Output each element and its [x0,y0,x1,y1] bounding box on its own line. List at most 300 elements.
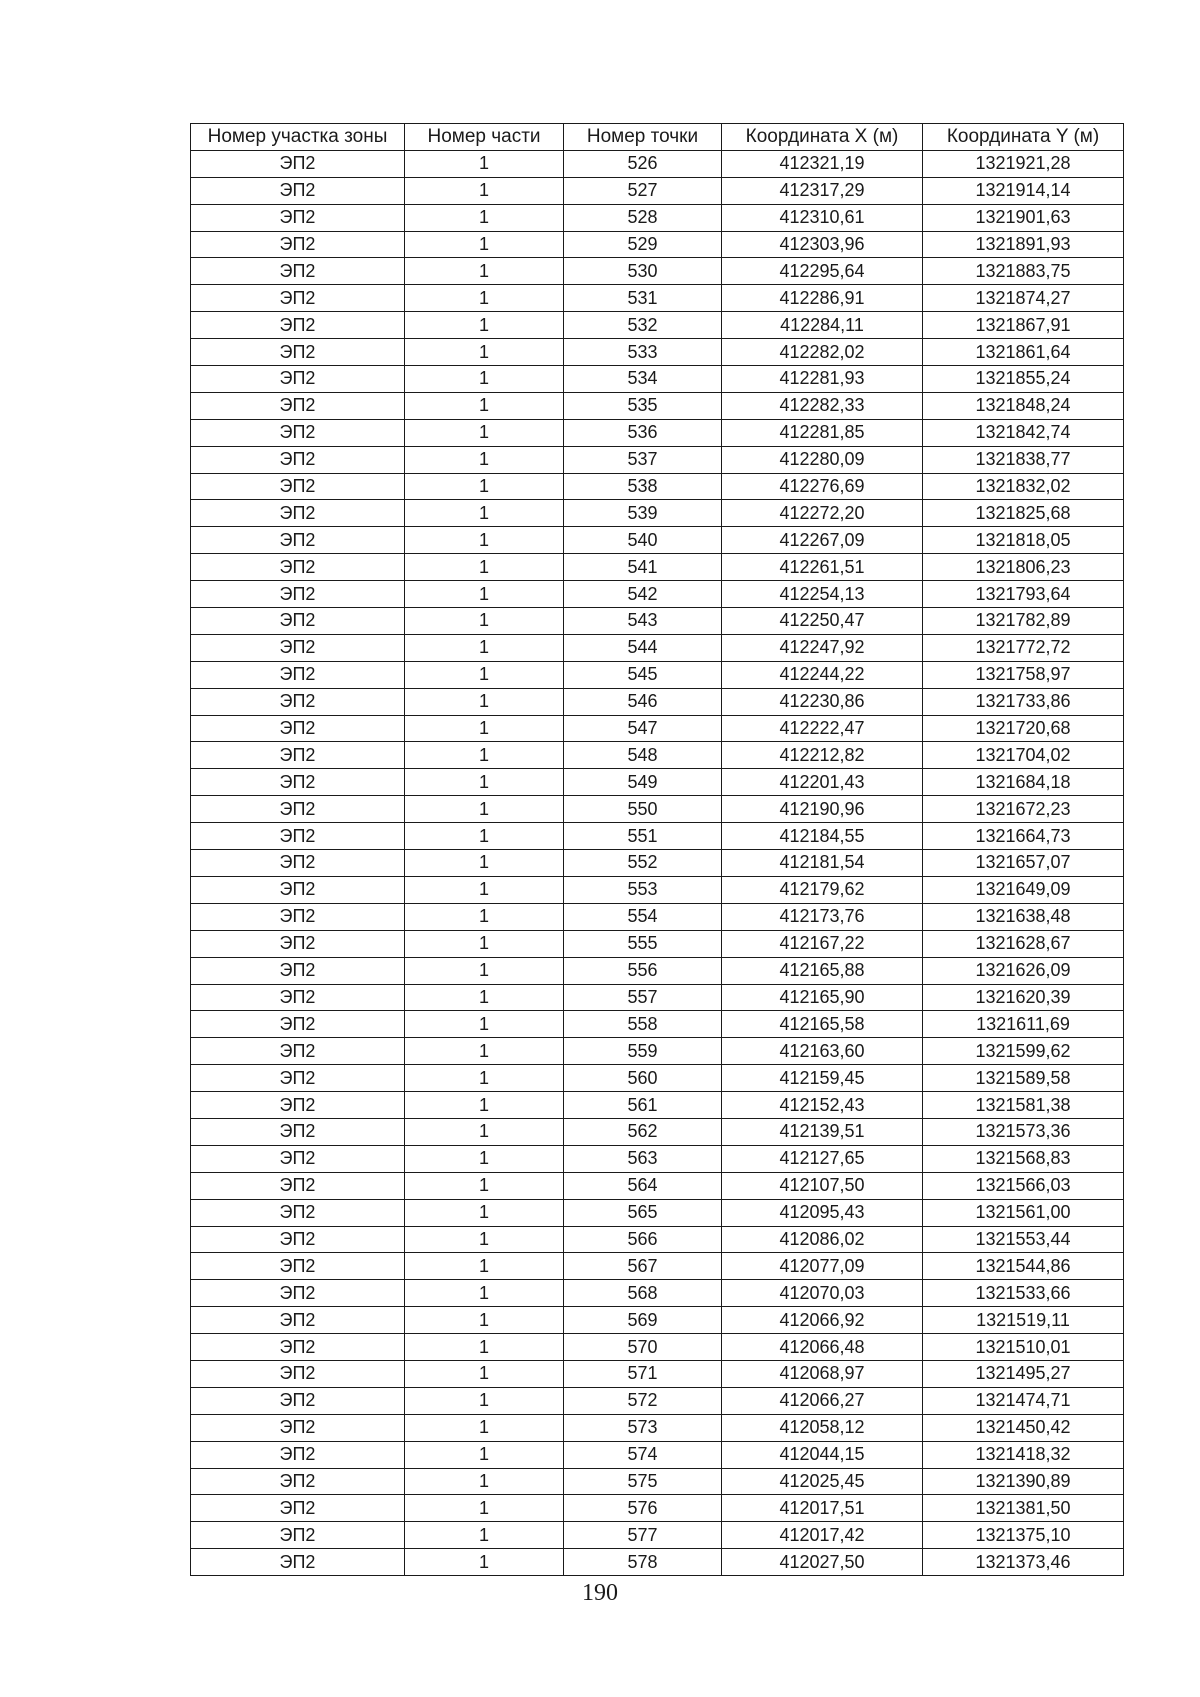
cell-point-number: 577 [564,1522,722,1549]
cell-part-number: 1 [405,500,564,527]
cell-part-number: 1 [405,1307,564,1334]
cell-part-number: 1 [405,1360,564,1387]
cell-coordinate-y: 1321664,73 [923,823,1124,850]
table-row [191,1307,1124,1334]
cell-point-number: 535 [564,392,722,419]
cell-coordinate-x: 412272,20 [722,500,923,527]
table-row [191,366,1124,393]
cell-point-number: 547 [564,715,722,742]
table-row [191,1387,1124,1414]
table-row [191,1522,1124,1549]
cell-point-number: 556 [564,957,722,984]
cell-coordinate-y: 1321628,67 [923,930,1124,957]
table-row [191,823,1124,850]
cell-zone-section: ЭП2 [191,204,405,231]
cell-point-number: 576 [564,1495,722,1522]
cell-part-number: 1 [405,312,564,339]
cell-coordinate-x: 412250,47 [722,608,923,635]
cell-part-number: 1 [405,1038,564,1065]
cell-zone-section: ЭП2 [191,1092,405,1119]
cell-part-number: 1 [405,930,564,957]
cell-zone-section: ЭП2 [191,1522,405,1549]
cell-zone-section: ЭП2 [191,1172,405,1199]
table-row [191,554,1124,581]
cell-zone-section: ЭП2 [191,1387,405,1414]
cell-zone-section: ЭП2 [191,312,405,339]
cell-coordinate-x: 412077,09 [722,1253,923,1280]
table-row [191,1280,1124,1307]
cell-part-number: 1 [405,1092,564,1119]
cell-zone-section: ЭП2 [191,823,405,850]
table-row [191,1226,1124,1253]
cell-part-number: 1 [405,1387,564,1414]
table-row [191,473,1124,500]
cell-point-number: 533 [564,339,722,366]
cell-coordinate-x: 412066,92 [722,1307,923,1334]
cell-part-number: 1 [405,1145,564,1172]
table-row [191,285,1124,312]
cell-part-number: 1 [405,258,564,285]
table-row [191,1199,1124,1226]
cell-part-number: 1 [405,1280,564,1307]
cell-coordinate-y: 1321620,39 [923,984,1124,1011]
cell-part-number: 1 [405,608,564,635]
cell-point-number: 526 [564,150,722,177]
cell-point-number: 545 [564,661,722,688]
cell-coordinate-x: 412066,27 [722,1387,923,1414]
table-row [191,446,1124,473]
cell-part-number: 1 [405,150,564,177]
cell-zone-section: ЭП2 [191,850,405,877]
cell-part-number: 1 [405,742,564,769]
cell-coordinate-x: 412095,43 [722,1199,923,1226]
cell-zone-section: ЭП2 [191,258,405,285]
cell-zone-section: ЭП2 [191,366,405,393]
cell-point-number: 539 [564,500,722,527]
cell-coordinate-x: 412303,96 [722,231,923,258]
cell-part-number: 1 [405,876,564,903]
cell-coordinate-y: 1321649,09 [923,876,1124,903]
cell-point-number: 553 [564,876,722,903]
table-row [191,715,1124,742]
cell-coordinate-y: 1321891,93 [923,231,1124,258]
cell-coordinate-y: 1321373,46 [923,1549,1124,1576]
cell-part-number: 1 [405,984,564,1011]
cell-coordinate-y: 1321914,14 [923,177,1124,204]
cell-coordinate-y: 1321611,69 [923,1011,1124,1038]
cell-zone-section: ЭП2 [191,608,405,635]
cell-coordinate-y: 1321573,36 [923,1118,1124,1145]
cell-point-number: 531 [564,285,722,312]
table-row [191,392,1124,419]
table-row [191,903,1124,930]
table-row [191,1172,1124,1199]
cell-coordinate-y: 1321519,11 [923,1307,1124,1334]
cell-zone-section: ЭП2 [191,1038,405,1065]
cell-point-number: 528 [564,204,722,231]
cell-part-number: 1 [405,204,564,231]
cell-coordinate-x: 412247,92 [722,634,923,661]
cell-part-number: 1 [405,661,564,688]
table-row [191,984,1124,1011]
cell-part-number: 1 [405,581,564,608]
table-row [191,1038,1124,1065]
cell-coordinate-y: 1321883,75 [923,258,1124,285]
cell-part-number: 1 [405,231,564,258]
cell-coordinate-x: 412284,11 [722,312,923,339]
cell-coordinate-x: 412295,64 [722,258,923,285]
cell-point-number: 551 [564,823,722,850]
cell-coordinate-y: 1321566,03 [923,1172,1124,1199]
cell-coordinate-x: 412165,88 [722,957,923,984]
cell-zone-section: ЭП2 [191,1065,405,1092]
cell-point-number: 565 [564,1199,722,1226]
cell-part-number: 1 [405,527,564,554]
cell-coordinate-y: 1321720,68 [923,715,1124,742]
table-row [191,634,1124,661]
cell-coordinate-y: 1321842,74 [923,419,1124,446]
table-row [191,204,1124,231]
cell-point-number: 571 [564,1360,722,1387]
table-row [191,177,1124,204]
cell-coordinate-x: 412107,50 [722,1172,923,1199]
table-row [191,500,1124,527]
cell-point-number: 564 [564,1172,722,1199]
cell-coordinate-y: 1321589,58 [923,1065,1124,1092]
cell-part-number: 1 [405,1065,564,1092]
table-row [191,850,1124,877]
cell-zone-section: ЭП2 [191,930,405,957]
cell-point-number: 558 [564,1011,722,1038]
cell-point-number: 548 [564,742,722,769]
cell-point-number: 566 [564,1226,722,1253]
cell-coordinate-x: 412017,42 [722,1522,923,1549]
table-row [191,608,1124,635]
cell-part-number: 1 [405,1226,564,1253]
cell-point-number: 536 [564,419,722,446]
cell-coordinate-y: 1321450,42 [923,1414,1124,1441]
table-row [191,1145,1124,1172]
table-row [191,150,1124,177]
cell-zone-section: ЭП2 [191,1118,405,1145]
cell-part-number: 1 [405,177,564,204]
cell-coordinate-y: 1321838,77 [923,446,1124,473]
cell-zone-section: ЭП2 [191,1334,405,1361]
cell-coordinate-y: 1321657,07 [923,850,1124,877]
cell-coordinate-x: 412167,22 [722,930,923,957]
cell-point-number: 543 [564,608,722,635]
cell-part-number: 1 [405,1334,564,1361]
cell-point-number: 550 [564,796,722,823]
cell-zone-section: ЭП2 [191,1280,405,1307]
cell-part-number: 1 [405,715,564,742]
table-row [191,231,1124,258]
table-row [191,1495,1124,1522]
cell-coordinate-x: 412181,54 [722,850,923,877]
header-coordinate-x: Координата X (м) [722,124,923,151]
cell-coordinate-x: 412025,45 [722,1468,923,1495]
cell-coordinate-y: 1321855,24 [923,366,1124,393]
cell-coordinate-y: 1321553,44 [923,1226,1124,1253]
cell-zone-section: ЭП2 [191,715,405,742]
cell-part-number: 1 [405,688,564,715]
cell-coordinate-y: 1321772,72 [923,634,1124,661]
cell-coordinate-y: 1321848,24 [923,392,1124,419]
table-body [191,150,1124,1575]
cell-zone-section: ЭП2 [191,903,405,930]
cell-point-number: 568 [564,1280,722,1307]
cell-coordinate-x: 412317,29 [722,177,923,204]
cell-coordinate-x: 412281,85 [722,419,923,446]
cell-part-number: 1 [405,1253,564,1280]
cell-coordinate-x: 412165,90 [722,984,923,1011]
table-row [191,1065,1124,1092]
cell-zone-section: ЭП2 [191,285,405,312]
table-row [191,419,1124,446]
cell-coordinate-y: 1321474,71 [923,1387,1124,1414]
cell-zone-section: ЭП2 [191,634,405,661]
cell-coordinate-x: 412086,02 [722,1226,923,1253]
cell-coordinate-x: 412230,86 [722,688,923,715]
cell-part-number: 1 [405,1118,564,1145]
cell-coordinate-x: 412068,97 [722,1360,923,1387]
cell-coordinate-y: 1321381,50 [923,1495,1124,1522]
cell-zone-section: ЭП2 [191,446,405,473]
cell-part-number: 1 [405,823,564,850]
table-row [191,930,1124,957]
cell-zone-section: ЭП2 [191,527,405,554]
cell-part-number: 1 [405,634,564,661]
cell-part-number: 1 [405,1549,564,1576]
cell-part-number: 1 [405,850,564,877]
cell-coordinate-y: 1321867,91 [923,312,1124,339]
cell-point-number: 574 [564,1441,722,1468]
page-number: 190 [582,1580,618,1606]
cell-zone-section: ЭП2 [191,1549,405,1576]
cell-point-number: 554 [564,903,722,930]
cell-part-number: 1 [405,1468,564,1495]
cell-coordinate-y: 1321510,01 [923,1334,1124,1361]
cell-part-number: 1 [405,285,564,312]
cell-coordinate-y: 1321561,00 [923,1199,1124,1226]
cell-point-number: 529 [564,231,722,258]
cell-zone-section: ЭП2 [191,581,405,608]
cell-coordinate-y: 1321793,64 [923,581,1124,608]
cell-coordinate-y: 1321568,83 [923,1145,1124,1172]
cell-coordinate-x: 412159,45 [722,1065,923,1092]
cell-part-number: 1 [405,1172,564,1199]
cell-coordinate-x: 412165,58 [722,1011,923,1038]
cell-part-number: 1 [405,1495,564,1522]
cell-zone-section: ЭП2 [191,473,405,500]
cell-part-number: 1 [405,1522,564,1549]
cell-coordinate-x: 412044,15 [722,1441,923,1468]
cell-zone-section: ЭП2 [191,1199,405,1226]
table-row [191,1092,1124,1119]
cell-coordinate-y: 1321638,48 [923,903,1124,930]
table-header-row [191,124,1124,151]
table-row [191,1360,1124,1387]
table-row [191,581,1124,608]
cell-part-number: 1 [405,392,564,419]
cell-coordinate-x: 412281,93 [722,366,923,393]
cell-point-number: 532 [564,312,722,339]
cell-part-number: 1 [405,1414,564,1441]
cell-coordinate-y: 1321495,27 [923,1360,1124,1387]
table-row [191,796,1124,823]
table-row [191,661,1124,688]
cell-point-number: 530 [564,258,722,285]
cell-coordinate-y: 1321581,38 [923,1092,1124,1119]
cell-point-number: 572 [564,1387,722,1414]
table-row [191,742,1124,769]
cell-coordinate-y: 1321782,89 [923,608,1124,635]
cell-zone-section: ЭП2 [191,1011,405,1038]
table-row [191,1011,1124,1038]
cell-point-number: 557 [564,984,722,1011]
cell-coordinate-y: 1321806,23 [923,554,1124,581]
cell-coordinate-x: 412179,62 [722,876,923,903]
cell-zone-section: ЭП2 [191,339,405,366]
header-point-number: Номер точки [564,124,722,151]
cell-coordinate-x: 412152,43 [722,1092,923,1119]
cell-point-number: 555 [564,930,722,957]
cell-coordinate-y: 1321544,86 [923,1253,1124,1280]
cell-coordinate-x: 412286,91 [722,285,923,312]
cell-zone-section: ЭП2 [191,500,405,527]
cell-part-number: 1 [405,554,564,581]
cell-zone-section: ЭП2 [191,1145,405,1172]
header-coordinate-y: Координата Y (м) [923,124,1124,151]
cell-part-number: 1 [405,419,564,446]
cell-coordinate-x: 412282,33 [722,392,923,419]
cell-part-number: 1 [405,473,564,500]
cell-coordinate-x: 412201,43 [722,769,923,796]
cell-zone-section: ЭП2 [191,688,405,715]
cell-part-number: 1 [405,1441,564,1468]
cell-point-number: 569 [564,1307,722,1334]
cell-coordinate-y: 1321832,02 [923,473,1124,500]
cell-coordinate-y: 1321874,27 [923,285,1124,312]
cell-coordinate-y: 1321533,66 [923,1280,1124,1307]
table-row [191,1334,1124,1361]
cell-part-number: 1 [405,339,564,366]
table-row [191,1468,1124,1495]
cell-point-number: 537 [564,446,722,473]
cell-coordinate-x: 412282,02 [722,339,923,366]
cell-coordinate-y: 1321390,89 [923,1468,1124,1495]
cell-zone-section: ЭП2 [191,1226,405,1253]
cell-coordinate-x: 412070,03 [722,1280,923,1307]
table-row [191,527,1124,554]
cell-zone-section: ЭП2 [191,1307,405,1334]
table-row [191,876,1124,903]
table-row [191,339,1124,366]
cell-zone-section: ЭП2 [191,1360,405,1387]
cell-zone-section: ЭП2 [191,796,405,823]
table-row [191,1441,1124,1468]
cell-zone-section: ЭП2 [191,769,405,796]
table-row [191,258,1124,285]
cell-coordinate-y: 1321901,63 [923,204,1124,231]
cell-zone-section: ЭП2 [191,150,405,177]
cell-coordinate-x: 412058,12 [722,1414,923,1441]
cell-coordinate-x: 412310,61 [722,204,923,231]
cell-zone-section: ЭП2 [191,957,405,984]
cell-part-number: 1 [405,796,564,823]
cell-point-number: 575 [564,1468,722,1495]
cell-point-number: 570 [564,1334,722,1361]
cell-coordinate-y: 1321626,09 [923,957,1124,984]
cell-coordinate-y: 1321921,28 [923,150,1124,177]
cell-zone-section: ЭП2 [191,231,405,258]
cell-coordinate-x: 412139,51 [722,1118,923,1145]
cell-zone-section: ЭП2 [191,661,405,688]
table-row [191,1118,1124,1145]
coordinates-table [190,123,1124,1576]
cell-coordinate-y: 1321861,64 [923,339,1124,366]
cell-point-number: 563 [564,1145,722,1172]
cell-coordinate-x: 412127,65 [722,1145,923,1172]
cell-zone-section: ЭП2 [191,1495,405,1522]
cell-point-number: 527 [564,177,722,204]
table-row [191,769,1124,796]
cell-point-number: 562 [564,1118,722,1145]
cell-zone-section: ЭП2 [191,1253,405,1280]
cell-coordinate-x: 412244,22 [722,661,923,688]
cell-coordinate-x: 412163,60 [722,1038,923,1065]
cell-point-number: 552 [564,850,722,877]
cell-point-number: 549 [564,769,722,796]
table-row [191,1253,1124,1280]
cell-coordinate-y: 1321418,32 [923,1441,1124,1468]
cell-part-number: 1 [405,769,564,796]
cell-coordinate-y: 1321599,62 [923,1038,1124,1065]
cell-zone-section: ЭП2 [191,1468,405,1495]
cell-coordinate-x: 412261,51 [722,554,923,581]
cell-point-number: 538 [564,473,722,500]
cell-coordinate-x: 412267,09 [722,527,923,554]
cell-coordinate-x: 412017,51 [722,1495,923,1522]
cell-coordinate-x: 412066,48 [722,1334,923,1361]
cell-coordinate-y: 1321758,97 [923,661,1124,688]
cell-part-number: 1 [405,957,564,984]
header-zone-section: Номер участка зоны [191,124,405,151]
cell-part-number: 1 [405,1199,564,1226]
cell-coordinate-x: 412173,76 [722,903,923,930]
cell-coordinate-y: 1321375,10 [923,1522,1124,1549]
cell-coordinate-y: 1321818,05 [923,527,1124,554]
cell-coordinate-x: 412280,09 [722,446,923,473]
cell-point-number: 567 [564,1253,722,1280]
cell-coordinate-x: 412254,13 [722,581,923,608]
table-row [191,957,1124,984]
cell-point-number: 546 [564,688,722,715]
cell-point-number: 544 [564,634,722,661]
cell-coordinate-x: 412184,55 [722,823,923,850]
cell-zone-section: ЭП2 [191,554,405,581]
cell-zone-section: ЭП2 [191,876,405,903]
cell-point-number: 540 [564,527,722,554]
cell-part-number: 1 [405,1011,564,1038]
cell-coordinate-x: 412027,50 [722,1549,923,1576]
cell-coordinate-y: 1321672,23 [923,796,1124,823]
cell-coordinate-x: 412321,19 [722,150,923,177]
cell-part-number: 1 [405,446,564,473]
cell-zone-section: ЭП2 [191,1441,405,1468]
cell-point-number: 559 [564,1038,722,1065]
cell-part-number: 1 [405,903,564,930]
